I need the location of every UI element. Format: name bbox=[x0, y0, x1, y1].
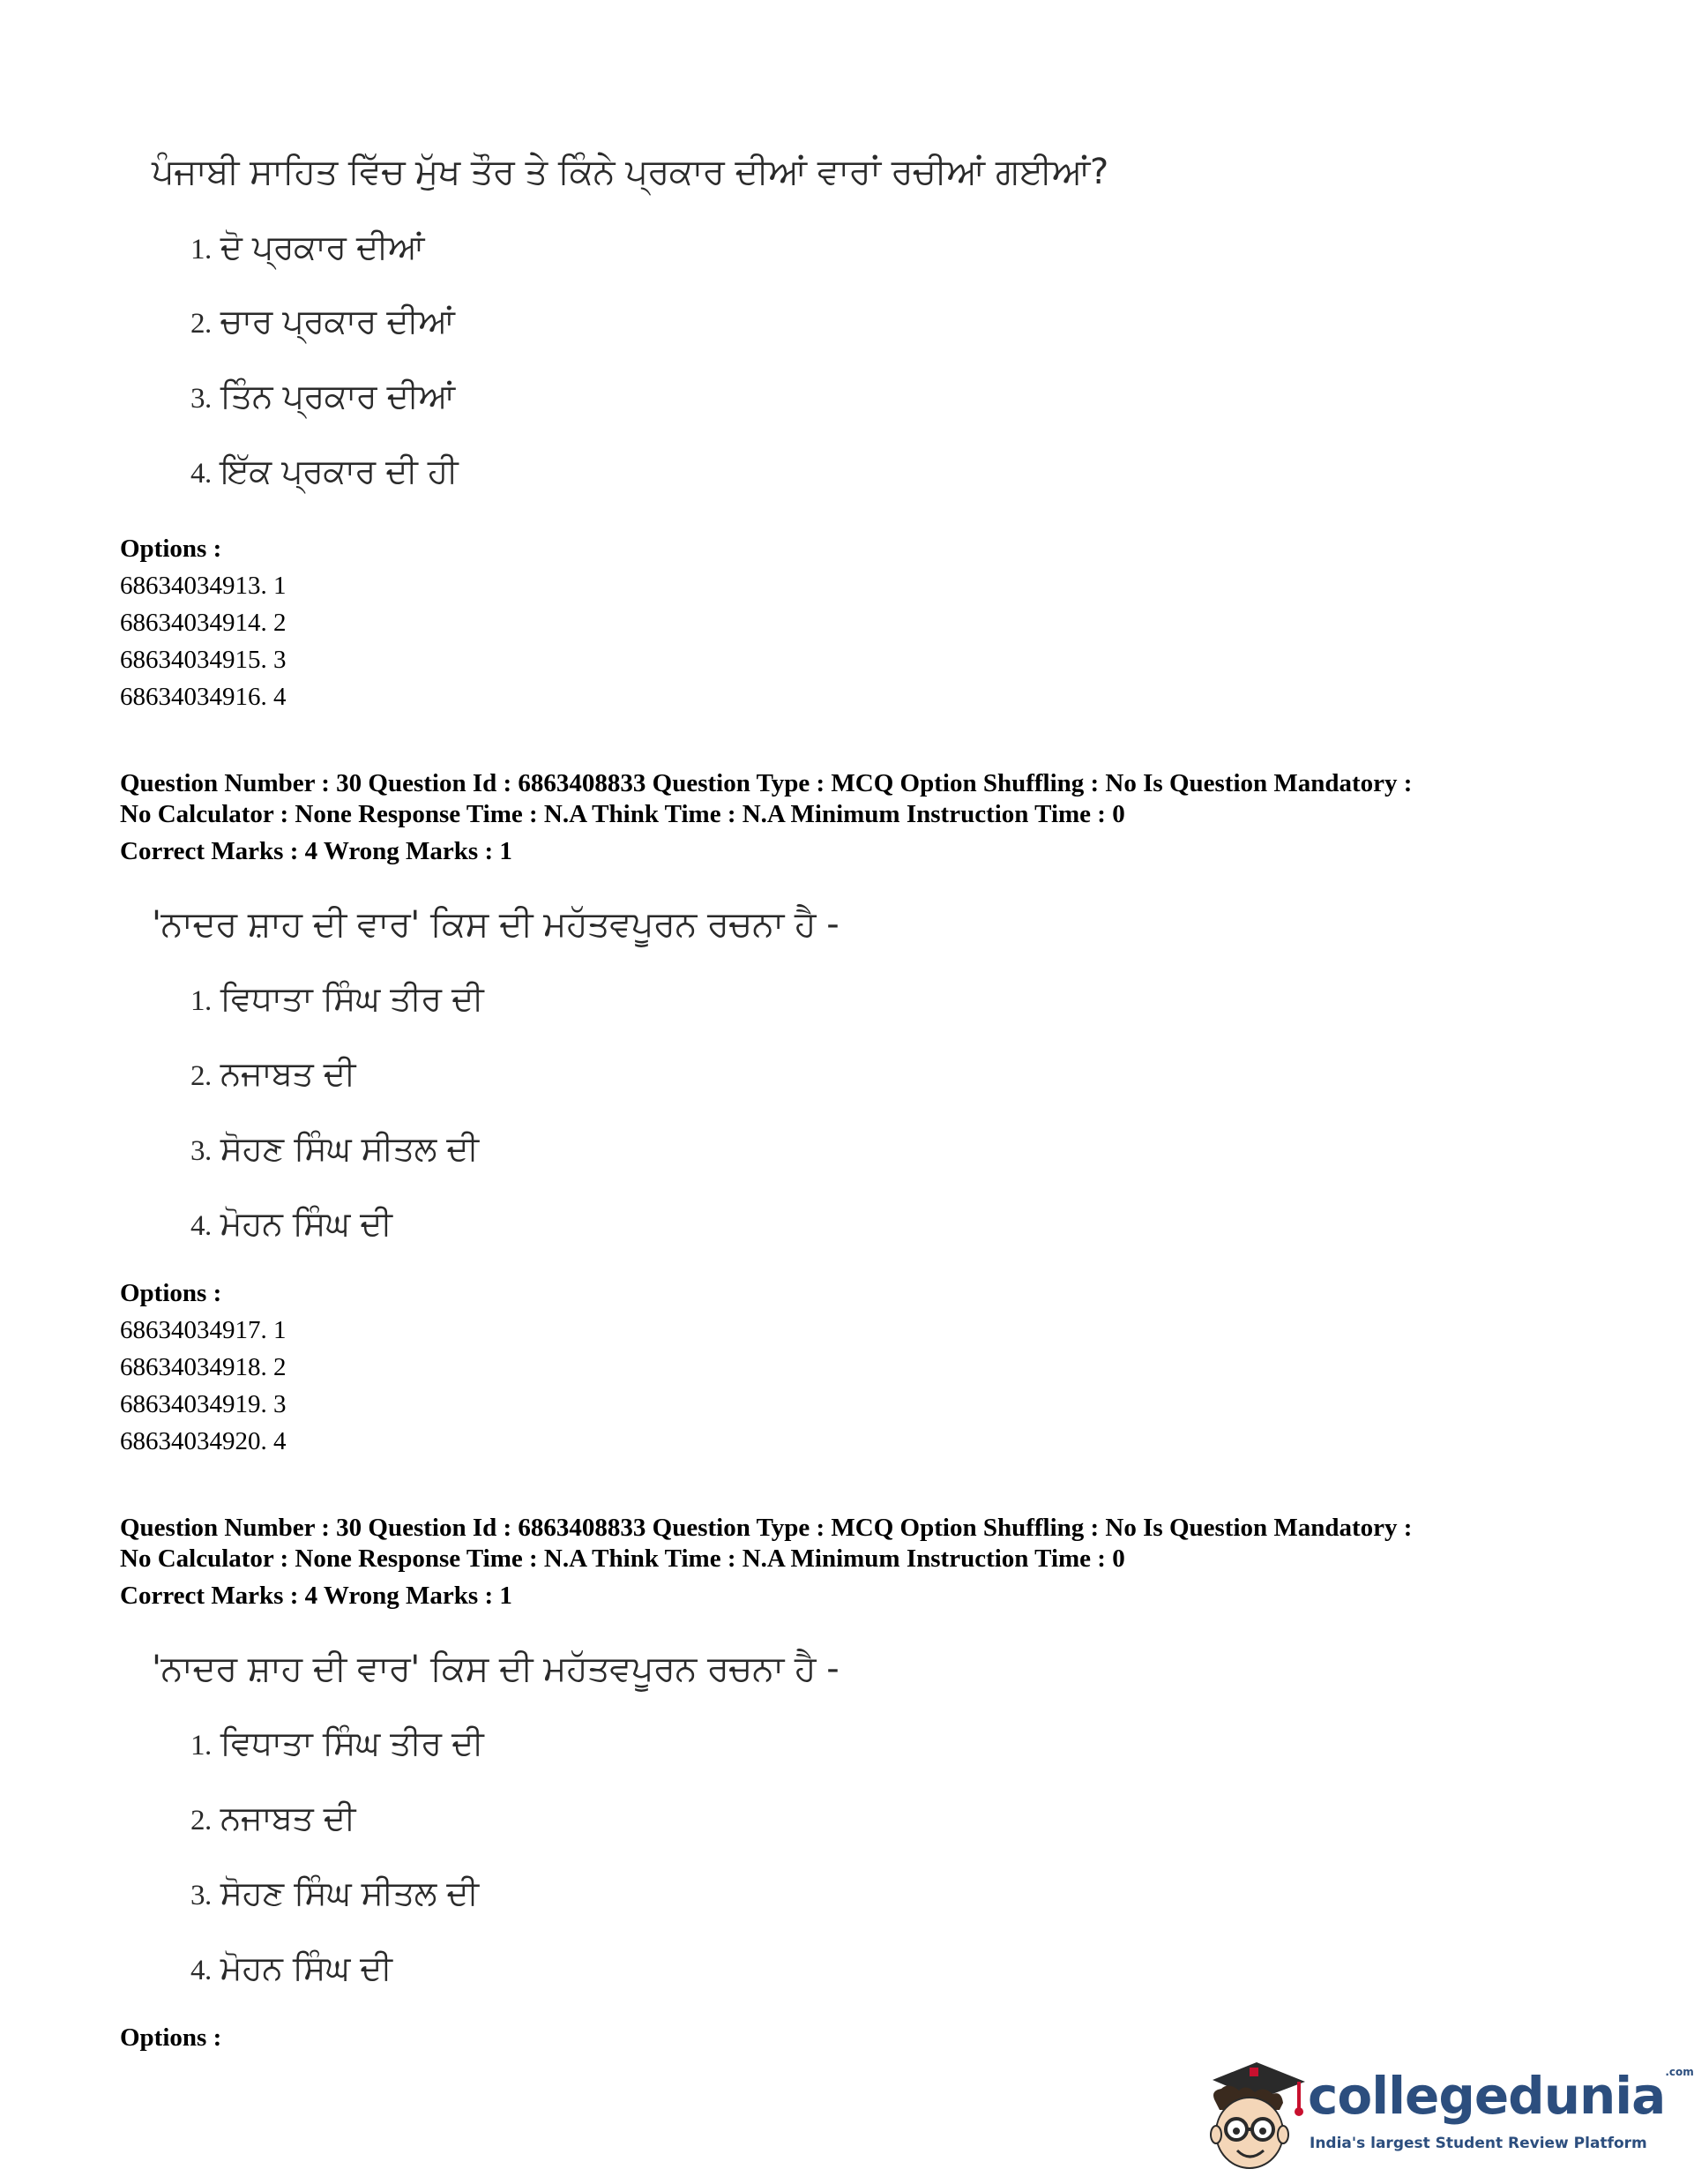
choice-item: 2. ਨਜਾਬਤ ਦੀ bbox=[190, 1799, 355, 1837]
question-meta: Question Number : 30 Question Id : 6863408833 Question Type : MCQ Option Shuffling : No Is Question Mandatory : bbox=[120, 1514, 1413, 1542]
choice-item: 4. ਇੱਕ ਪ੍ਰਕਾਰ ਦੀ ਹੀ bbox=[190, 452, 459, 490]
choice-item: 3. ਤਿੰਨ ਪ੍ਰਕਾਰ ਦੀਆਂ bbox=[190, 377, 455, 415]
option-id-line: 68634034918. 2 bbox=[120, 1353, 287, 1381]
question-meta: Question Number : 30 Question Id : 6863408833 Question Type : MCQ Option Shuffling : No Is Question Mandatory : bbox=[120, 769, 1413, 797]
options-heading: Options : bbox=[120, 2023, 222, 2052]
option-id-line: 68634034920. 4 bbox=[120, 1427, 287, 1455]
mascot-icon bbox=[1195, 2055, 1310, 2179]
choice-item: 3. ਸੋਹਣ ਸਿੰਘ ਸੀਤਲ ਦੀ bbox=[190, 1129, 479, 1168]
question-meta: No Calculator : None Response Time : N.A Think Time : N.A Minimum Instruction Time : 0 bbox=[120, 1545, 1125, 1573]
choice-item: 1. ਵਿਧਾਤਾ ਸਿੰਘ ਤੀਰ ਦੀ bbox=[190, 1724, 484, 1762]
logo-tagline: India's largest Student Review Platform bbox=[1310, 2135, 1647, 2152]
choice-item: 1. ਵਿਧਾਤਾ ਸਿੰਘ ਤੀਰ ਦੀ bbox=[190, 979, 484, 1018]
option-id-line: 68634034915. 3 bbox=[120, 646, 287, 674]
question-text: 'ਨਾਦਰ ਸ਼ਾਹ ਦੀ ਵਾਰ' ਕਿਸ ਦੀ ਮਹੱਤਵਪੂਰਨ ਰਚਨਾ ਹੈ - bbox=[152, 1649, 840, 1689]
option-id-line: 68634034914. 2 bbox=[120, 609, 287, 637]
choice-item: 2. ਚਾਰ ਪ੍ਰਕਾਰ ਦੀਆਂ bbox=[190, 302, 455, 340]
option-id-line: 68634034916. 4 bbox=[120, 683, 287, 711]
question-text: 'ਨਾਦਰ ਸ਼ਾਹ ਦੀ ਵਾਰ' ਕਿਸ ਦੀ ਮਹੱਤਵਪੂਰਨ ਰਚਨਾ ਹੈ - bbox=[152, 904, 840, 945]
collegedunia-logo[interactable] bbox=[1195, 2055, 1694, 2179]
choice-item: 4. ਮੋਹਨ ਸਿੰਘ ਦੀ bbox=[190, 1948, 392, 1987]
options-heading: Options : bbox=[120, 535, 222, 563]
question-text: ਪੰਜਾਬੀ ਸਾਹਿਤ ਵਿੱਚ ਮੁੱਖ ਤੌਰ ਤੇ ਕਿੰਨੇ ਪ੍ਰਕਾਰ ਦੀਆਂ ਵਾਰਾਂ ਰਚੀਆਂ ਗਈਆਂ? bbox=[152, 152, 1108, 192]
option-id-line: 68634034919. 3 bbox=[120, 1390, 287, 1418]
choice-item: 4. ਮੋਹਨ ਸਿੰਘ ਦੀ bbox=[190, 1204, 392, 1243]
choice-item: 1. ਦੋ ਪ੍ਰਕਾਰ ਦੀਆਂ bbox=[190, 228, 425, 266]
option-id-line: 68634034913. 1 bbox=[120, 572, 287, 600]
question-meta: No Calculator : None Response Time : N.A Think Time : N.A Minimum Instruction Time : 0 bbox=[120, 800, 1125, 828]
logo-wordmark: collegedunia$^{.com}$ bbox=[1308, 2066, 1694, 2126]
options-heading: Options : bbox=[120, 1279, 222, 1307]
option-id-line: 68634034917. 1 bbox=[120, 1316, 287, 1344]
choice-item: 2. ਨਜਾਬਤ ਦੀ bbox=[190, 1054, 355, 1093]
marks-line: Correct Marks : 4 Wrong Marks : 1 bbox=[120, 1582, 512, 1610]
choice-item: 3. ਸੋਹਣ ਸਿੰਘ ਸੀਤਲ ਦੀ bbox=[190, 1874, 479, 1912]
marks-line: Correct Marks : 4 Wrong Marks : 1 bbox=[120, 837, 512, 865]
